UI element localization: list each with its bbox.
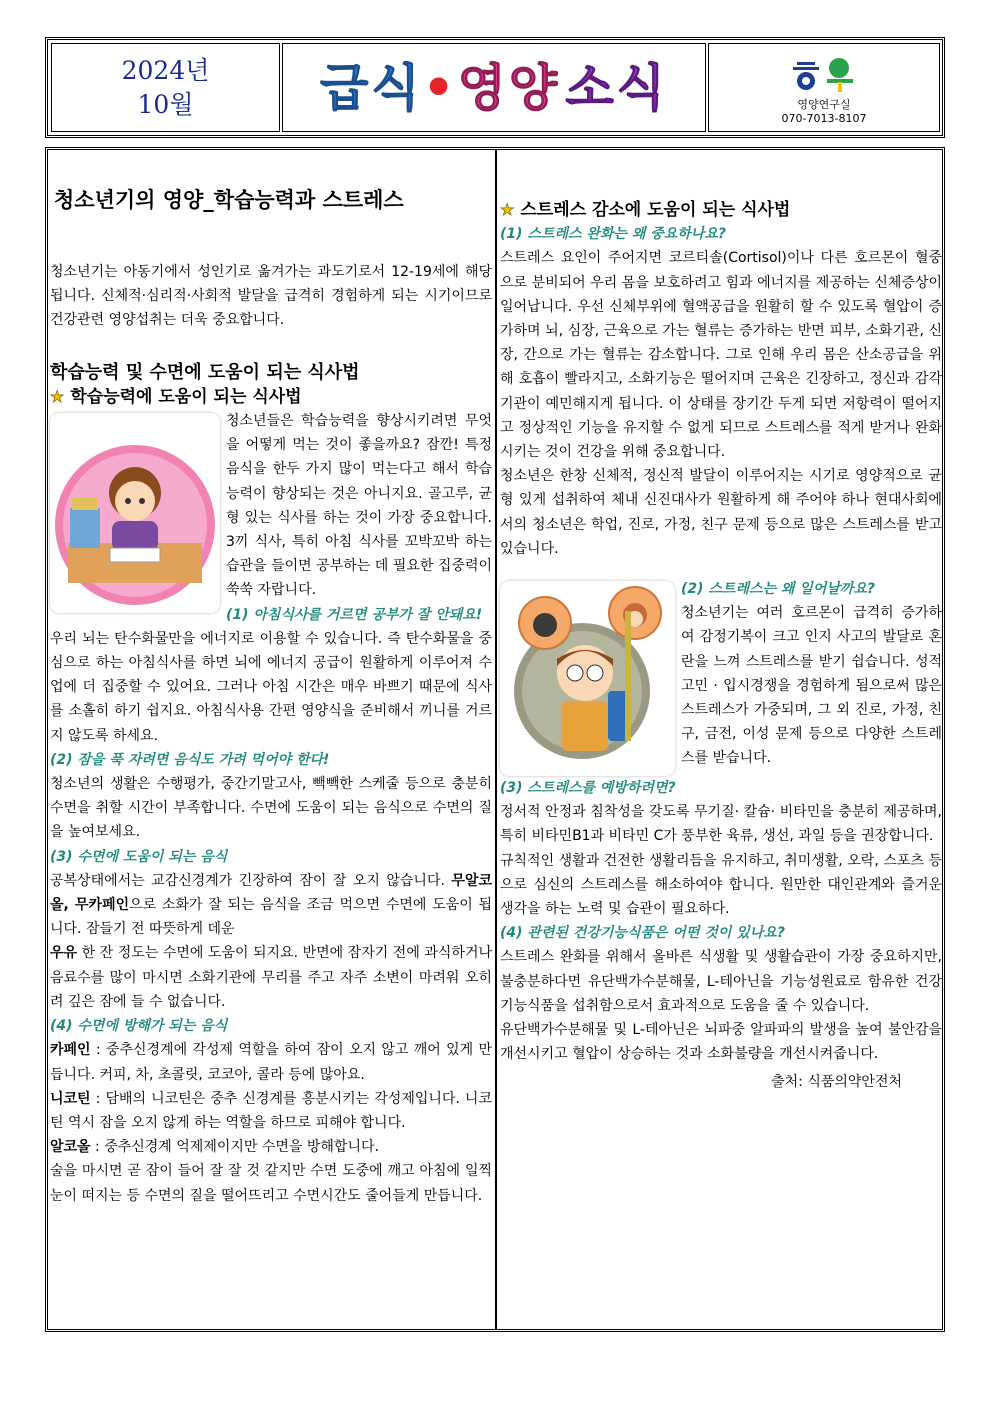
org-name: 영양연구실 xyxy=(797,98,851,111)
subsection-title: ★ 학습능력에 도움이 되는 식사법 xyxy=(50,386,302,407)
title-part2: 영양 xyxy=(457,59,561,117)
stress-q2-heading: (2) 스트레스는 왜 일어날까요? xyxy=(681,581,876,598)
stress-q3-answer-2: 규칙적인 생활과 건전한 생활리듬을 유지하고, 취미생활, 오락, 스포츠 등으로 심신의 스트레스를 해소하여야 합니다. 원만한 대인관계와 즐거운 생각을 하는 노력 및 습관이 필요하다. xyxy=(500,852,942,918)
q4-heading: (4) 수면에 방해가 되는 음식 xyxy=(50,1018,228,1035)
stress-section-title: ★ 스트레스 감소에 도움이 되는 식사법 xyxy=(500,200,791,220)
stress-q1-answer: 스트레스 요인이 주어지면 코르티솔(Cortisol)이나 다른 호르몬이 혈중으로 분비되어 우리 몸을 보호하려고 힘과 에너지를 제공하는 신체증상이 일어납니다. 우선 신체부위에 혈액공급을 원활히 할 수 있도록 혈압이 증가하며 뇌, 심장, 근육으로 가는 혈류는 증가하는 반면 피부, 소화기관, 신장, 간으로 가는 혈류는 감소합니다. 그로 인해 우리 몸은 산소공급을 위해 호흡이 빨라지고, 소화기능은 떨어지며 근육은 긴장하고, 정신과 감각기관이 예민해지게 됩니다. 이 상태를 장기간 두게 되면 저항력이 떨어지고 정상적인 기능을 유지할 수 없게 되므로 스트레스를 적게 받거나 완화시키는 것이 건강을 위해 중요합니다. xyxy=(500,250,942,461)
title-part1: 급식 xyxy=(320,59,423,117)
star-icon: ★ xyxy=(50,386,65,406)
stress-q1-heading: (1) 스트레스 완화는 왜 중요하나요? xyxy=(500,226,726,243)
stress-q2-answer: 청소년기는 여러 호르몬이 급격히 증가하여 감정기복이 크고 인지 사고의 발달로 혼란을 느껴 스트레스를 받기 쉽습니다. 성적고민 · 입시경쟁을 경험하게 됨으로써 많은 스트레스가 가중되며, 그 외 진로, 가정, 친구, 금전, 이성 문제 등으로 다양한 스트레스를 받습니다. xyxy=(681,605,942,767)
stress-q4-answer: 스트레스 완화를 위해서 올바른 식생활 및 생활습관이 가장 중요하지만, 불충분하다면 유단백가수분해물, L-테아닌을 기능성원료로 함유한 건강기능식품을 섭취함으로서 효과적으로 도움을 줄 수 있습니다. xyxy=(500,949,942,1014)
caffeine-text: 카페인 : 중추신경계에 각성제 역할을 하여 잠이 오지 않고 깨어 있게 만듭니다. 커피, 차, 초콜릿, 코코아, 콜라 등에 많아요. xyxy=(50,1042,492,1083)
source-credit: 출처: 식품의약안전처 xyxy=(771,1074,902,1091)
alcohol-detail: 술을 마시면 곧 잠이 들어 잘 잘 것 같지만 수면 도중에 깨고 아침에 일찍 눈이 떠지는 등 수면의 질을 떨어뜨리고 수면시간도 줄어들게 만듭니다. xyxy=(50,1163,492,1204)
title-dot: • xyxy=(422,59,458,117)
header-box xyxy=(45,37,945,138)
q2-answer: 청소년의 생활은 수행평가, 중간기말고사, 빽빽한 스케줄 등으로 충분히 수면을 취할 시간이 부족합니다. 수면에 도움이 되는 음식으로 수면의 질을 높여보세요. xyxy=(50,776,492,841)
section-title: 학습능력 및 수면에 도움이 되는 식사법 xyxy=(50,361,360,383)
stress-q3-answer: 정서적 안정과 침착성을 갖도록 무기질· 칼슘· 비타민을 충분히 제공하며, 특히 비타민B1과 비타민 C가 풍부한 육류, 생선, 과일 등을 권장합니다. xyxy=(500,804,942,845)
title-part3: 소식 xyxy=(565,59,668,117)
stress-q4-answer-2: 유단백가수분해물 및 L-테아닌은 뇌파중 알파파의 발생을 높여 불안감을 개선시키고 혈압이 상승하는 것과 소화불량을 개선시켜줍니다. xyxy=(500,1022,942,1063)
org-logo-icon xyxy=(789,54,859,94)
main-title: 청소년기의 영양_학습능력과 스트레스 xyxy=(54,188,404,212)
stressed-boy-illustration xyxy=(500,581,675,776)
subsection-text: 청소년들은 학습능력을 향상시키려면 무엇을 어떻게 먹는 것이 좋을까요? 잠깐! 특정 음식을 한두 가지 많이 먹는다고 해서 학습능력이 향상되는 것은 아니지요. 골고루, 균형 있는 식사를 하는 것이 가장 중요합니다. 3끼 식사, 특히 아침 식사를 꼬박꼬박 하는 습관을 들이면 공부하는 데 필요한 집중력이 쑥쑥 자랍니다. xyxy=(226,413,492,599)
org-phone: 070-7013-8107 xyxy=(781,112,867,125)
organization xyxy=(708,43,940,132)
issue-year: 2024년 xyxy=(121,56,210,85)
issue-month: 10월 xyxy=(137,90,194,119)
stress-q3-heading: (3) 스트레스를 예방하려면? xyxy=(500,780,676,797)
q1-answer: 우리 뇌는 탄수화물만을 에너지로 이용할 수 있습니다. 즉 탄수화물을 중심으로 하는 아침식사를 하면 뇌에 에너지 공급이 원활하게 이루어져 수업에 더 집중할 수 있어요. 그러나 아침 시간은 매우 바쁘기 때문에 식사를 소홀히 하기 쉽지요. 아침식사용 간편 영양식을 준비해서 끼니를 거르지 않도록 하세요. xyxy=(50,630,492,744)
intro-text: 청소년기는 아동기에서 성인기로 옮겨가는 과도기로서 12-19세에 해당됩니다. 신체적·심리적·사회적 발달을 급격히 경험하게 되는 시기이므로 건강관련 영양섭취는 더욱 중요합니다. xyxy=(50,264,492,329)
issue-date xyxy=(51,43,280,132)
stress-q1-answer-2: 청소년은 한창 신체적, 정신적 발달이 이루어지는 시기로 영양적으로 균형 있게 섭취하여 체내 신진대사가 원활하게 해 주어야 하나 현대사회에서의 청소년은 학업, 진로, 가정, 친구 문제 등으로 많은 스트레스를 받고 있습니다. xyxy=(500,468,942,557)
studying-girl-illustration xyxy=(50,413,220,613)
column-divider xyxy=(495,150,497,1329)
q1-heading: (1) 아침식사를 거르면 공부가 잘 안돼요! xyxy=(226,606,483,623)
q3-answer: 공복상태에서는 교감신경계가 긴장하여 잠이 잘 오지 않습니다. 무알코올, 무카페인으로 소화가 잘 되는 음식을 조금 먹으면 수면에 도움이 됩니다. 잠들기 전 따뜻하게 데운 우유 한 잔 정도는 수면에 도움이 되지요. 반면에 잠자기 전에 과식하거나 음료수를 많이 마시면 소화기관에 무리를 주고 자주 소변이 마려워 오히려 깊은 잠에 들 수 없습니다. xyxy=(50,872,492,1010)
q3-heading: (3) 수면에 도움이 되는 음식 xyxy=(50,848,228,865)
stress-q4-heading: (4) 관련된 건강기능식품은 어떤 것이 있나요? xyxy=(500,925,785,942)
alcohol-text: 알코올 : 중추신경계 억제제이지만 수면을 방해합니다. xyxy=(50,1139,379,1156)
newsletter-title xyxy=(282,43,706,132)
main-content xyxy=(45,147,945,1332)
nicotine-text: 니코틴 : 담배의 니코틴은 중추 신경계를 흥분시키는 각성제입니다. 니코틴 역시 잠을 오지 않게 하는 역할을 하므로 피해야 합니다. xyxy=(50,1090,492,1131)
q2-heading: (2) 잠을 푹 자려면 음식도 가려 먹어야 한다! xyxy=(50,751,330,768)
star-icon: ★ xyxy=(500,200,515,219)
